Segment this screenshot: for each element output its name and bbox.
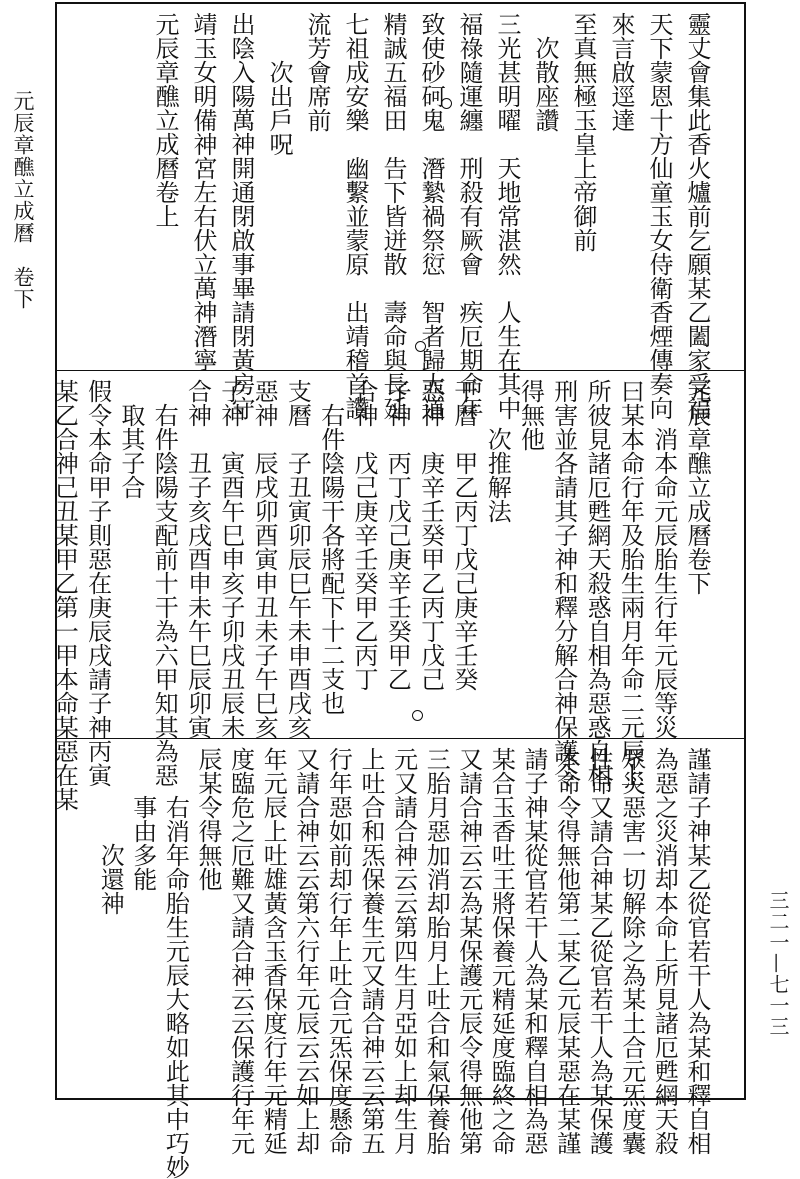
- text-column: 次散座讚: [531, 36, 559, 132]
- text-column: 來言啟逕達: [607, 12, 635, 132]
- text-column: 支曆 子丑寅卯辰巳午未申酉戌亥: [283, 379, 312, 739]
- text-column: 元辰章醮立成曆卷上: [151, 12, 179, 228]
- text-column: 某合玉香吐王將保養元精延度臨終之命: [487, 747, 516, 1155]
- text-column: 年元辰上吐雄黃含玉香保度行年元精延: [259, 747, 288, 1155]
- text-column: 性命又請合神某乙從官若干人為某保護: [585, 747, 614, 1155]
- text-column: 謹請子神某乙從官若干人為某和釋自相: [683, 747, 711, 1155]
- text-column: 元又請合神云云第四生月亞如上却生月: [389, 747, 418, 1155]
- text-column: 致使砂砢鬼 潛縶禍祭愆 智者歸大道: [417, 12, 445, 420]
- text-column: 某乙合神己丑某甲乙第一甲本命某惡在某: [50, 379, 79, 811]
- text-column: 精誠五福田 告下皆迸散 壽命與長延: [379, 12, 407, 420]
- text-column: 右件陰陽干各將配下十二支也: [316, 403, 345, 715]
- text-column: 眾災惡害一切解除之為某土合元炁度囊: [617, 747, 646, 1155]
- text-column: 又請合神云云為某保護元辰令得無他第: [454, 747, 483, 1155]
- panel-bottom: [57, 738, 744, 1179]
- text-column: 合神 丑子亥戌酉申未午巳辰卯寅: [183, 379, 212, 739]
- text-column: 請子神某從官若干人為某和釋自相為惡: [520, 747, 548, 1155]
- text-column: 合神 戊己庚辛壬癸甲乙丙丁: [350, 379, 378, 691]
- right-margin-page-number: 三二一—七一三: [766, 890, 790, 1037]
- panel-middle: [50, 370, 744, 811]
- text-column: 子神 丙丁戊己庚辛壬癸甲乙: [383, 379, 412, 691]
- circle-mark: [441, 98, 452, 109]
- left-margin-title: 元辰章醮立成曆 卷下: [11, 90, 35, 310]
- text-column: 曰某本命行年及胎生兩月年命二元辰上: [616, 379, 645, 787]
- text-column: 三光甚明曜 天地常湛然 人生在其中: [493, 12, 521, 420]
- text-column: 靖玉女明備神宮左右伏立萬神潛寧: [189, 12, 217, 372]
- text-column: 為惡之災消却本命上所見諸厄甦網天殺: [650, 747, 679, 1155]
- text-column: 本命令得無他第二某乙元辰某惡在某謹: [552, 747, 581, 1155]
- text-column: 流芳會席前: [303, 12, 331, 132]
- text-column: 次推解法: [483, 427, 512, 523]
- text-column: 元辰章醮立成曆卷下: [683, 379, 711, 595]
- text-column: 刑害並各請其子神和釋分解合神保護令: [549, 379, 578, 787]
- text-column: 又請合神云云第六行年元辰云云如上却: [291, 747, 320, 1155]
- circle-mark: [412, 710, 423, 721]
- text-column: 行年惡如前却行年上吐合元炁保度懸命: [324, 747, 353, 1155]
- text-column: 福祿隨運纏 刑殺有厥會 疾厄期命年: [455, 12, 483, 420]
- text-column: 辰某令得無他: [194, 747, 222, 891]
- text-column: 假令本命甲子則惡在庚辰戌請子神丙寅: [83, 379, 112, 787]
- text-column: 度臨危之厄難又請合神云云保護行年元: [226, 747, 255, 1155]
- text-column: 天下蒙恩十方仙童玉女侍衛香煙傳奏向: [645, 12, 673, 420]
- text-column: 次出戶呪: [265, 60, 293, 156]
- circle-mark: [415, 341, 426, 352]
- text-column: 上吐合和炁保養生元又請合神云云第五: [357, 747, 385, 1155]
- text-column: 三胎月惡加消却胎月上吐合和氣保養胎: [422, 747, 451, 1155]
- text-column: 右消年命胎生元辰大略如此其中巧妙: [161, 795, 190, 1179]
- text-column: 惡神 辰戌卯酉寅申丑未子午巳亥: [250, 379, 279, 739]
- text-column: 得無他: [516, 379, 545, 451]
- text-column: 子神 寅酉午巳申亥子卯戌丑辰未: [216, 379, 245, 739]
- text-column: 惡神 庚辛壬癸甲乙丙丁戊己: [416, 379, 445, 691]
- page-frame: [50, 2, 746, 1179]
- text-column: 取其子合: [116, 403, 145, 499]
- text-column: 消本命元辰胎生行年元辰等災: [649, 427, 678, 739]
- text-column: 七祖成安樂 幽繫並蒙原 出靖稽首讚: [341, 12, 369, 420]
- text-column: 所彼見諸厄甦網天殺惑自相為惡惑自相: [583, 379, 612, 787]
- text-column: 右件陰陽支配前十干為六甲知其為惡: [150, 403, 179, 787]
- text-column: 至真無極玉皇上帝御前: [569, 12, 597, 252]
- text-column: 出陰入陽萬神開通閉啟事畢請閉黃房守: [227, 12, 255, 420]
- text-column: 干曆 甲乙丙丁戊己庚辛壬癸: [449, 379, 478, 691]
- text-column: 靈丈會集此香火爐前乞願某乙闔家受福: [683, 12, 711, 420]
- text-column: 事由多能: [128, 795, 157, 891]
- text-column: 次還神: [96, 843, 125, 915]
